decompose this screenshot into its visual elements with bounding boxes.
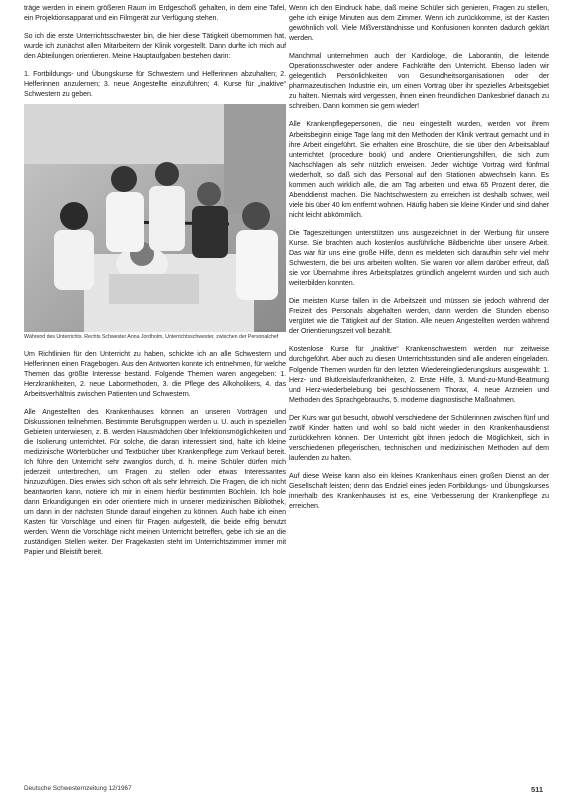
- publication-footer: Deutsche Schwesternzeitung 12/1967: [24, 785, 132, 792]
- paragraph: Manchmal unternehmen auch der Kardiologe, die Laborantin, die leitende Operationsschwester oder andere Fachkräfte den Unterricht. Ebenso laden wir gelegentlich Persönlichkeiten von Gesundheitsorganisationen oder der pharmazeutischen Industrie ein, um einen Vortrag über ihr spezielles Arbeitsgebiet zu halten. Niemals wird vergessen, ihnen einen freundlichen Dankesbrief danach zu schreiben. Dann kommen sie gern wieder!: [289, 53, 549, 111]
- paragraph: träge werden in einem größeren Raum im Erdgeschoß gehalten, in dem eine Tafel, ein Projektionsapparat und ein Filmgerät zur Verfügung stehen.: [24, 5, 286, 23]
- left-column: [24, 4, 286, 567]
- paragraph: Der Kurs war gut besucht, obwohl verschiedene der Schülerinnen zwischen fünf und zwölf Kinder hatten und wohl so bald nicht wieder in den Krankenhausdienst zurückkehren können. Der Unterricht gibt ihnen jedoch die Möglichkeit, sich in verschiedenen pflegerischen, technischen und medizinischen Methoden auf dem laufenden zu halten.: [289, 414, 549, 462]
- paragraph: Wenn ich den Eindruck habe, daß meine Schüler sich genieren, Fragen zu stellen, gehe ich einige Minuten aus dem Zimmer. Wenn ich zurückkomme, ist der Kasten gewöhnlich voll. Viele Mißverständnisse und Konfusionen konnten dadurch geklärt werden.: [289, 5, 549, 43]
- paragraph: Alle Angestellten des Krankenhauses können an unseren Vorträgen und Diskussionen teilnehmen. Bestimmte Berufsgruppen werden u. U. auch in speziellen Gebieten unterwiesen, z. B. werden Hausmädchen über Infektionsmöglichkeiten und die Isolierung unterrichtet. Für solche, die daran interessiert sind, halte ich kleine medizinische Wörterbücher und Textbücher über Krankenpflege zum Verkauf bereit. Ich führe den Unterricht sehr zwanglos durch, d. h. meine Schüler dürfen mich jederzeit unterbrechen, um Fragen zu stellen oder etwas Interessantes hinzuzufügen. Dies erwies sich schon oft als sehr lehrreich. Die Fragen, die ich nicht beantworten kann, notiere ich mir in einem hierfür bestimmten Büchlein. Ich hole dann Erkundigungen ein oder orientiere mich in unserer medizinischen Bibliothek, um dann in der nächsten Stunde darauf eingehen zu können. Auch habe ich einen Kasten für Vorschläge und einen für Fragen aufgestellt, die beide eifrig benutzt werden. Wenn die Vorschläge nicht meinen Unterricht betreffen, gebe ich sie an die zuständigen Stellen weiter. Der Fragekasten steht im Unterrichtszimmer immer mit Papier und Bleistift bereit.: [24, 408, 286, 557]
- paragraph: Auf diese Weise kann also ein kleines Krankenhaus einen großen Dienst an der Gesellschaft leisten; denn das Endziel eines jeden Fortbildungs- und Übungskurses innerhalb des Krankenhauses ist es, eine Verbesserung der Krankenpflege zu erreichen.: [289, 472, 549, 511]
- right-column: [289, 4, 549, 520]
- paragraph: Kostenlose Kurse für „inaktive“ Krankenschwestern werden nur zeitweise durchgeführt. Aber auch zu diesen Unterrichtsstunden sind alle anderen eingeladen. Folgende Themen wurden für den letzten Wiedereingliederungskurs ausgewählt: 1. Herz- und Blutkreislauferkrankheiten, 2. Erste Hilfe, 3. Mund-zu-Mund-Beatmung und Herz-wiederbelebung bei geschlossenem Thorax, 4. neue Arzneien und Methoden des Sprachgebrauchs, 5. moderne diagnostische Maßnahmen.: [289, 346, 549, 404]
- page-number: 511: [531, 785, 544, 794]
- photo-caption: Während des Unterrichts. Rechts Schwester Anna Jordholm, Unterrichtsschwester, zwischen der Personalchef: [24, 334, 279, 341]
- paragraph: Alle Krankenpflegepersonen, die neu eingestellt wurden, werden vor ihrem Arbeitsbeginn einige Tage lang mit den Methoden der Klinik vertraut gemacht und in ihre Arbeit eingeführt. Sie erhalten eine Broschüre, die sie über den Arbeitsablauf unterrichtet (procedure book) und andere Orientierungshilfen, die sich zum Nachschlagen als sehr nützlich erweisen. Jeder wichtige Vortrag wird fünfmal wiederholt, so daß sich das Personal auf den Stationen abwechseln kann. Es kommen auch wirklich alle, die am Tag arbeiten und etwa 65 Prozent derer, die Abenddienst machen. Die Nachtschwestern zu erreichen ist deshalb schwer, weil viele bis über 40 km entfernt wohnen. Häufig haben sie kleine Kinder und sind daher nicht leicht abkömmlich.: [289, 121, 549, 219]
- paragraph: Um Richtlinien für den Unterricht zu haben, schickte ich an alle Schwestern und Helferinnen einen Fragebogen. Aus den Antworten konnte ich entnehmen, für welche Themen das größte Interesse bestand. Folgende Themen waren angegeben: 1. Herzkrankheiten, 2. neue Labormethoden, 3. die Pflege des Alkoholikers, 4. das Arbeitsverhältnis zwischen Patienten und Schwestern.: [24, 350, 286, 398]
- paragraph: Die meisten Kurse fallen in die Arbeitszeit und müssen sie jedoch während der Freizeit des Personals abgehalten werden, dann werden die Stunden ebenso vergütet wie die Tätigkeit auf der Station. Alle neuen Angestellten werden während der Orientierungszeit voll bezahlt.: [289, 298, 549, 336]
- paragraph: Die Tageszeitungen unterstützen uns ausgezeichnet in der Werbung für unsere Kurse. Sie brachten auch kostenlos ausführliche Bildberichte über unsere Arbeit. Das war für uns eine große Hilfe, denn es meldeten sich daraufhin sehr viel mehr Schwestern, die bei uns arbeiten wollten. Sie waren vor allem darüber erfreut, daß sie vor Übernahme ihres Arbeitsplatzes gründlich angelernt wurden und sich auch weiterbilden konnten.: [289, 229, 549, 288]
- paragraph: 1. Fortbildungs- und Übungskurse für Schwestern und Helferinnen abzuhalten; 2. Helferinnen anzulernen; 3. neue Angestellte einzuführen; 4. Kurse für „inaktive“ Schwestern zu geben.: [24, 71, 286, 99]
- classroom-photo: [24, 104, 286, 332]
- paragraph: So ich die erste Unterrichtsschwester bin, die hier diese Tätigkeit übernommen hat, wurde ich zunächst allen Mitarbeitern der Klinik vorgestellt. Dann durfte ich mich auf den Abteilungen orientieren. Meine Hauptaufgaben bestehen darin:: [24, 33, 286, 61]
